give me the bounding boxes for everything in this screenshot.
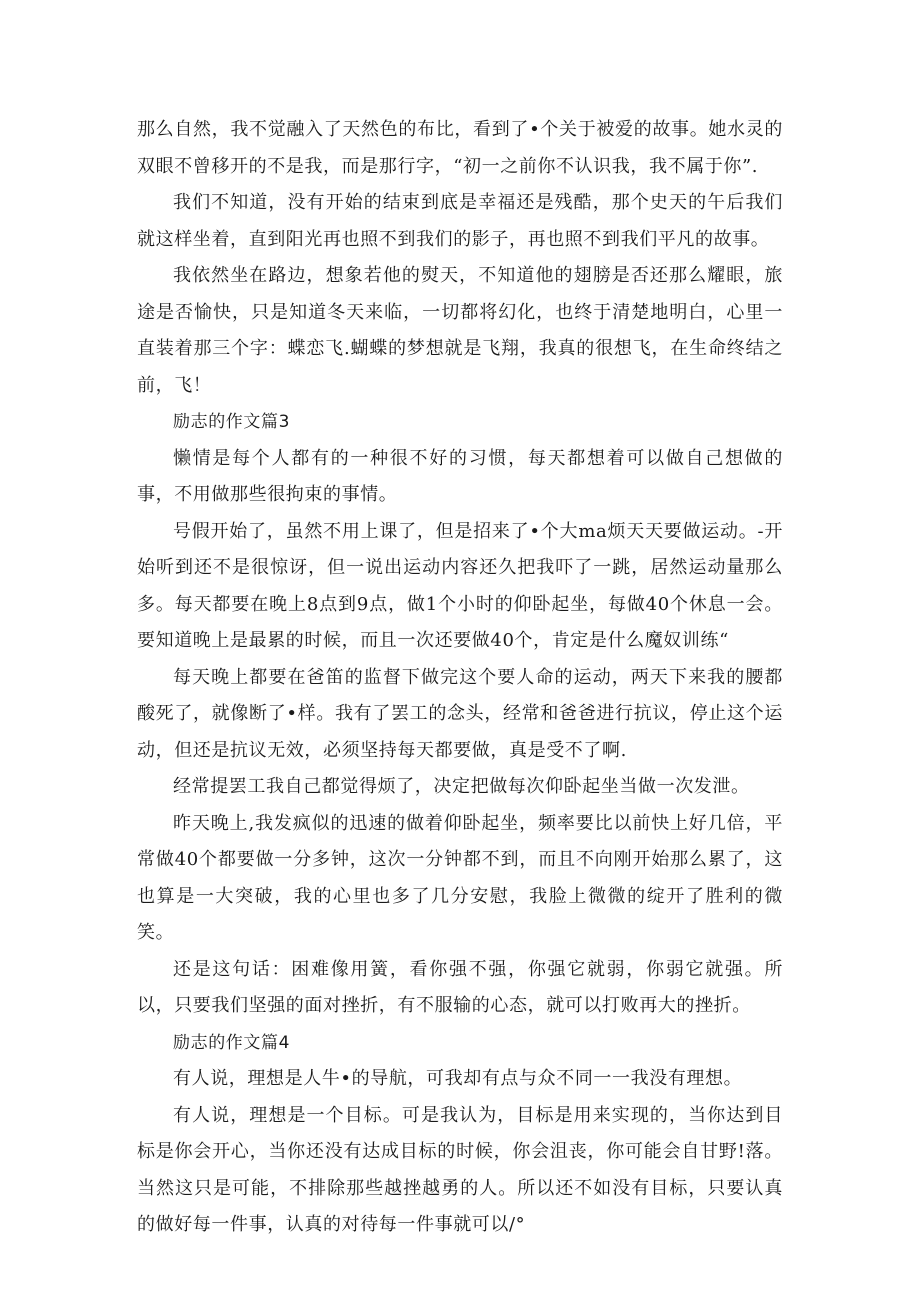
section-heading: 励志的作文篇3 bbox=[173, 412, 291, 432]
paragraph: 有人说，理想是人牛•的导航，可我却有点与众不同一一我没有理想。 bbox=[173, 1068, 743, 1089]
paragraph: 昨天晚上,我发疯似的迅速的做着仰卧起坐，频率要比以前快上好几倍，平常做40个都要做一分多钟，这次一分钟都不到，而且不向刚开始那么累了，这也算是一大突破，我的心里也多了几分安慰，我脸上微微的绽开了胜利的微笑。 bbox=[137, 812, 783, 943]
paragraph: 懒情是每个人都有的一种很不好的习惯，每天都想着可以做自己想做的事，不用做那些很拘束的事情。 bbox=[137, 447, 783, 505]
paragraph: 我依然坐在路边，想象若他的熨天，不知道他的翅膀是否还那么耀眼，旅途是否愉快，只是知道冬天来临，一切都将幻化，也终于清楚地明白，心里一直装着那三个字：蝶恋飞.蝴蝶的梦想就是飞翔，我真的很想飞，在生命终结之前，飞！ bbox=[137, 265, 783, 396]
paragraph: 有人说，理想是一个目标。可是我认为，目标是用来实现的，当你达到目标是你会开心，当你还没有达成目标的时候，你会沮丧，你可能会自甘野!落。当然这只是可能，不排除那些越挫越勇的人。所以还不如没有目标，只要认真的做好每一件事，认真的对待每一件事就可以/° bbox=[137, 1104, 783, 1235]
paragraph: 号假开始了，虽然不用上课了，但是招来了•个大ma烦天天要做运动。-开始听到还不是很惊讶，但一说出运动内容还久把我吓了一跳，居然运动量那么多。每天都要在晚上8点到9点，做1个小时的仰卧起坐，每做40个休息一会。要知道晚上是最累的时候，而且一次还要做40个，肯定是什么魔奴训练“ bbox=[137, 520, 783, 651]
article-body bbox=[137, 112, 783, 1244]
paragraph: 我们不知道，没有开始的结束到底是幸福还是残酷，那个史天的午后我们就这样坐着，直到阳光再也照不到我们的影子，再也照不到我们平凡的故事。 bbox=[137, 192, 783, 250]
paragraph: 还是这句话：困难像用簧，看你强不强，你强它就弱，你弱它就强。所以，只要我们坚强的面对挫折，有不服输的心态，就可以打败再大的挫折。 bbox=[137, 958, 783, 1016]
paragraph: 每天晚上都要在爸笛的监督下做完这个要人命的运动，两天下来我的腰都酸死了，就像断了•样。我有了罢工的念头，经常和爸爸进行抗议，停止这个运动，但还是抗议无效，必须坚持每天都要做，真是受不了啊. bbox=[137, 666, 783, 761]
paragraph: 经常提罢工我自己都觉得烦了，决定把做每次仰卧起坐当做一次发泄。 bbox=[173, 776, 750, 797]
section-heading: 励志的作文篇4 bbox=[173, 1032, 291, 1053]
paragraph: 那么自然，我不觉融入了天然色的布比，看到了•个关于被爱的故事。她水灵的双眼不曾移开的不是我，而是那行字，“初一之前你不认识我，我不属于你”. bbox=[137, 119, 783, 177]
